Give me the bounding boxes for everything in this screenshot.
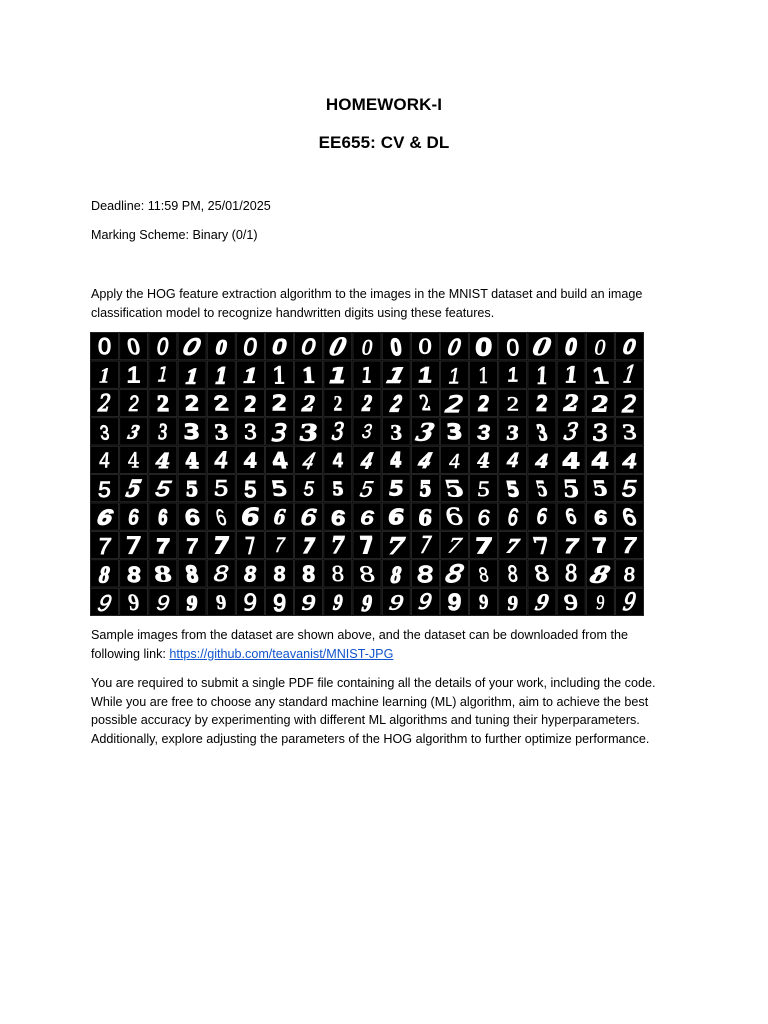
digit-sample: 7 — [591, 533, 610, 559]
digit-sample: 9 — [621, 589, 638, 616]
digit-sample: 6 — [359, 506, 375, 529]
digit-sample: 0 — [97, 334, 112, 361]
digit-sample: 7 — [273, 534, 286, 558]
digit-sample: 0 — [269, 335, 290, 360]
digit-sample: 6 — [329, 505, 347, 530]
digit-sample: 0 — [592, 334, 609, 360]
digit-sample: 3 — [445, 420, 464, 445]
digit-sample: 7 — [529, 532, 554, 560]
mnist-sample-image — [90, 332, 644, 616]
digit-sample: 8 — [415, 561, 436, 588]
digit-sample: 0 — [473, 333, 494, 362]
digit-sample: 5 — [183, 477, 201, 502]
digit-sample: 6 — [126, 505, 141, 530]
digit-sample: 3 — [125, 421, 142, 444]
digit-sample: 0 — [156, 334, 170, 361]
digit-sample: 0 — [530, 333, 554, 361]
digit-sample: 4 — [389, 449, 403, 473]
digit-sample: 1 — [243, 363, 258, 388]
caption-line: Sample images from the dataset are shown above, and the dataset can be downloaded from the — [91, 628, 628, 642]
digit-sample: 9 — [214, 591, 228, 614]
digit-sample: 5 — [533, 476, 551, 502]
digit-sample: 5 — [441, 475, 468, 503]
digit-sample: 6 — [507, 504, 519, 531]
digit-sample: 7 — [185, 533, 199, 559]
digit-sample: 8 — [356, 562, 378, 587]
digit-sample: 1 — [126, 362, 142, 389]
digit-sample: 6 — [270, 505, 289, 530]
digit-sample: 4 — [506, 449, 520, 473]
digit-sample: 4 — [242, 448, 259, 474]
digit-sample: 8 — [531, 562, 553, 587]
caption-line-with-link — [91, 645, 671, 664]
digit-sample: 0 — [240, 333, 260, 361]
digit-sample: 4 — [415, 448, 435, 474]
digit-sample: 6 — [442, 504, 467, 531]
digit-sample: 4 — [359, 447, 375, 474]
digit-sample: 5 — [244, 476, 257, 503]
digit-sample: 1 — [534, 361, 550, 390]
digit-sample: 4 — [212, 447, 231, 474]
digit-sample: 5 — [619, 476, 640, 503]
digit-sample: 7 — [472, 533, 495, 559]
intro-paragraph — [91, 285, 671, 322]
digit-sample: 8 — [564, 561, 578, 588]
digit-sample: 1 — [214, 362, 228, 389]
document-subtitle: EE655: CV & DL — [318, 133, 450, 152]
digit-sample: 3 — [476, 420, 491, 445]
digit-sample: 9 — [124, 589, 143, 616]
digit-sample: 5 — [269, 477, 290, 501]
digit-sample: 9 — [95, 589, 115, 616]
digit-sample: 2 — [476, 391, 492, 417]
digit-sample: 1 — [505, 364, 520, 387]
digit-sample: 7 — [330, 532, 345, 560]
digit-sample: 1 — [621, 362, 638, 390]
digit-sample: 1 — [96, 363, 113, 388]
digit-sample: 5 — [590, 477, 610, 502]
requirements-line: Additionally, explore adjusting the parameters of the HOG algorithm to further optimize performance. — [91, 732, 650, 747]
digit-sample: 9 — [562, 590, 580, 616]
digit-sample: 8 — [504, 561, 521, 588]
document-title: HOMEWORK-I — [325, 95, 443, 114]
digit-sample: 5 — [212, 477, 230, 502]
dataset-link[interactable]: https://github.com/teavanist/MNIST-JPG — [169, 646, 394, 661]
digit-sample: 3 — [534, 419, 550, 446]
digit-sample: 1 — [477, 362, 490, 389]
digit-sample: 3 — [213, 419, 230, 446]
marking-scheme-text: Marking Scheme: Binary (0/1) — [91, 228, 258, 242]
requirements-line: possible accuracy by experimenting with different ML algorithms and tuning their hyperparameters. — [91, 713, 640, 728]
digit-sample: 3 — [297, 419, 321, 446]
digit-sample: 2 — [128, 391, 140, 417]
digit-sample: 9 — [299, 590, 318, 615]
mnist-sample-grid — [90, 332, 644, 616]
digit-sample: 5 — [97, 476, 113, 502]
digit-sample: 9 — [387, 590, 405, 615]
digit-sample: 7 — [123, 532, 144, 560]
digit-sample: 2 — [359, 391, 375, 417]
digit-sample: 2 — [269, 391, 290, 417]
digit-sample: 5 — [303, 477, 314, 501]
digit-sample: 4 — [475, 449, 493, 473]
digit-sample: 3 — [158, 420, 168, 445]
digit-sample: 1 — [156, 363, 169, 388]
digit-sample: 1 — [328, 362, 348, 389]
digit-sample: 0 — [300, 335, 317, 360]
digit-sample: 2 — [333, 391, 343, 417]
digit-sample: 9 — [272, 589, 287, 616]
digit-sample: 0 — [505, 334, 520, 361]
digit-sample: 9 — [185, 590, 199, 615]
digit-sample: 0 — [180, 334, 204, 361]
digit-sample: 5 — [153, 476, 173, 502]
digit-sample: 9 — [241, 589, 259, 616]
digit-sample: 6 — [536, 506, 548, 530]
digit-sample: 1 — [183, 363, 202, 389]
digit-sample: 2 — [444, 390, 465, 418]
intro-line: Apply the HOG feature extraction algorithm to the images in the MNIST dataset and build an image — [91, 287, 643, 301]
digit-sample: 5 — [476, 476, 491, 502]
digit-sample: 9 — [595, 591, 605, 615]
digit-sample: 0 — [125, 334, 143, 360]
digit-sample: 3 — [589, 418, 611, 446]
digit-sample: 1 — [299, 362, 318, 389]
digit-sample: 7 — [300, 533, 318, 559]
digit-sample: 0 — [326, 333, 350, 362]
digit-sample: 7 — [386, 532, 407, 560]
digit-sample: 9 — [533, 589, 551, 616]
digit-sample: 8 — [623, 562, 636, 586]
digit-sample: 7 — [96, 533, 113, 559]
digit-sample: 4 — [97, 448, 112, 473]
digit-sample: 8 — [96, 561, 113, 588]
digit-sample: 5 — [418, 476, 432, 502]
digit-sample: 3 — [328, 418, 347, 446]
digit-sample: 6 — [94, 505, 115, 530]
digit-sample: 7 — [211, 532, 232, 560]
deadline-text: Deadline: 11:59 PM, 25/01/2025 — [91, 199, 271, 213]
digit-sample: 8 — [587, 560, 613, 588]
digit-sample: 3 — [98, 420, 111, 444]
digit-sample: 8 — [272, 562, 287, 587]
digit-sample: 7 — [620, 533, 639, 559]
digit-sample: 6 — [297, 505, 320, 530]
digit-sample: 3 — [243, 420, 258, 445]
digit-sample: 0 — [562, 334, 580, 360]
digit-sample: 7 — [155, 534, 171, 558]
digit-sample: 9 — [416, 590, 434, 616]
digit-sample: 8 — [183, 561, 201, 588]
digit-sample: 6 — [476, 505, 491, 530]
digit-sample: 8 — [476, 563, 491, 586]
digit-sample: 5 — [358, 476, 376, 502]
digit-sample: 7 — [243, 532, 257, 560]
digit-sample: 8 — [301, 561, 316, 587]
digit-sample: 5 — [386, 477, 406, 502]
digit-sample: 4 — [127, 448, 140, 473]
digit-sample: 1 — [383, 362, 409, 389]
intro-line: classification model to recognize handwritten digits using these features. — [91, 305, 495, 320]
digit-sample: 3 — [413, 418, 438, 447]
digit-sample: 7 — [563, 534, 579, 558]
digit-sample: 2 — [563, 391, 579, 417]
digit-sample: 0 — [215, 335, 228, 360]
digit-sample: 0 — [361, 335, 373, 360]
digit-sample: 3 — [562, 418, 580, 446]
digit-sample: 6 — [417, 505, 434, 530]
digit-sample: 2 — [417, 392, 433, 416]
requirements-line: While you are free to choose any standard machine learning (ML) algorithm, aim to achieve the best — [91, 694, 649, 709]
digit-sample: 0 — [415, 335, 435, 359]
digit-sample: 9 — [506, 590, 519, 615]
digit-sample: 6 — [213, 504, 230, 531]
digit-sample: 7 — [446, 533, 463, 559]
digit-sample: 3 — [389, 420, 403, 445]
digit-sample: 3 — [359, 421, 375, 444]
digit-sample: 3 — [180, 420, 204, 445]
digit-sample: 4 — [621, 449, 638, 473]
figure-caption — [91, 626, 671, 663]
caption-prefix: following link: — [91, 646, 170, 661]
digit-sample: 2 — [301, 391, 317, 417]
digit-sample: 4 — [589, 447, 612, 475]
digit-sample: 6 — [563, 506, 580, 529]
digit-sample: 2 — [534, 391, 550, 417]
digit-sample: 3 — [505, 420, 521, 444]
digit-sample: 8 — [243, 561, 258, 587]
digit-sample: 7 — [505, 534, 521, 558]
digit-sample: 5 — [503, 476, 522, 502]
digit-sample: 4 — [533, 449, 551, 473]
digit-sample: 2 — [184, 391, 200, 417]
digit-sample: 4 — [331, 449, 345, 473]
digit-sample: 5 — [123, 475, 144, 503]
digit-sample: 1 — [360, 363, 374, 389]
digit-sample: 3 — [620, 420, 639, 445]
digit-sample: 4 — [448, 448, 461, 473]
digit-sample: 1 — [268, 361, 291, 390]
digit-sample: 4 — [561, 447, 581, 474]
digit-sample: 9 — [332, 590, 344, 615]
digit-sample: 9 — [155, 590, 171, 615]
digit-sample: 2 — [506, 392, 520, 416]
digit-sample: 6 — [240, 503, 261, 532]
digit-sample: 9 — [446, 589, 463, 616]
digit-sample: 9 — [477, 591, 490, 614]
digit-sample: 3 — [268, 418, 291, 447]
requirements-paragraph — [91, 674, 671, 749]
digit-sample: 4 — [152, 448, 173, 473]
digit-sample: 8 — [210, 562, 232, 587]
digit-sample: 5 — [332, 478, 344, 501]
digit-sample: 4 — [299, 447, 318, 475]
digit-sample: 4 — [269, 448, 290, 474]
digit-sample: 1 — [589, 362, 611, 389]
digit-sample: 6 — [157, 505, 169, 530]
digit-sample: 8 — [388, 560, 404, 588]
digit-sample: 2 — [242, 391, 258, 417]
digit-sample: 8 — [152, 562, 174, 587]
digit-sample: 0 — [621, 335, 638, 360]
digit-sample: 1 — [446, 362, 463, 389]
digit-sample: 0 — [446, 334, 463, 360]
digit-sample: 2 — [97, 390, 112, 418]
digit-sample: 2 — [389, 391, 404, 417]
digit-sample: 8 — [330, 561, 345, 587]
digit-sample: 6 — [181, 504, 203, 531]
digit-sample: 6 — [619, 504, 640, 532]
digit-sample: 9 — [359, 589, 375, 616]
digit-sample: 2 — [156, 391, 170, 417]
digit-sample: 8 — [442, 560, 467, 589]
requirements-line: You are required to submit a single PDF file containing all the details of your work, including the code. — [91, 676, 656, 690]
digit-sample: 8 — [125, 561, 143, 587]
digit-sample: 6 — [591, 506, 609, 530]
digit-sample: 2 — [212, 391, 231, 417]
digit-sample: 0 — [389, 334, 404, 361]
digit-sample: 6 — [386, 505, 406, 530]
digit-sample: 1 — [416, 362, 435, 389]
digit-sample: 1 — [562, 362, 580, 389]
digit-sample: 2 — [619, 390, 640, 418]
digit-sample: 4 — [182, 448, 202, 473]
digit-sample: 2 — [589, 390, 611, 418]
digit-sample: 5 — [561, 475, 581, 504]
digit-sample: 7 — [416, 532, 435, 560]
digit-sample: 7 — [356, 532, 378, 560]
